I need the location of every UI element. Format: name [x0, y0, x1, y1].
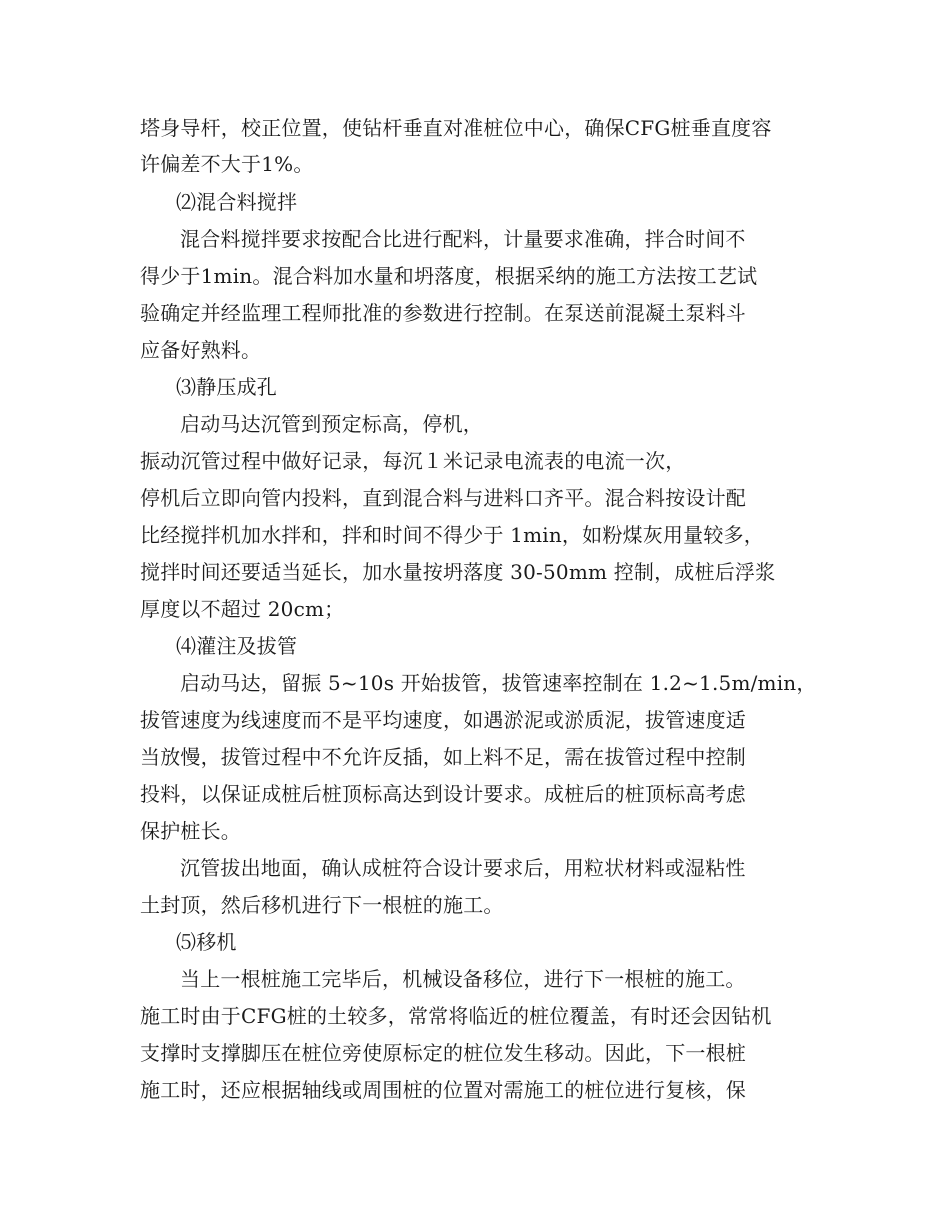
body-text-line: 振动沉管过程中做好记录，每沉１米记录电流表的电流一次，	[140, 449, 686, 473]
body-text-line: 验确定并经监理工程师批准的参数进行控制。在泵送前混凝土泵料斗	[140, 301, 746, 325]
body-text-line: 沉管拔出地面，确认成桩符合设计要求后，用粒状材料或湿粘性	[180, 856, 746, 880]
body-text-line: 搅拌时间还要适当延长，加水量按坍落度 30-50mm 控制，成桩后浮浆	[140, 560, 776, 584]
body-text-line: 混合料搅拌要求按配合比进行配料，计量要求准确，拌合时间不	[180, 227, 746, 251]
section-heading: ⑸移机	[176, 930, 237, 954]
body-text-line: 投料，以保证成桩后桩顶标高达到设计要求。成桩后的桩顶标高考虑	[140, 782, 746, 806]
body-text-line: 启动马达，留振 5~10s 开始拔管，拔管速率控制在 1.2~1.5m/min，	[180, 671, 817, 695]
body-text-line: 比经搅拌机加水拌和，拌和时间不得少于 1min，如粉煤灰用量较多，	[140, 523, 764, 547]
body-text-line: 保护桩长。	[140, 819, 241, 843]
body-text-line: 施工时，还应根据轴线或周围桩的位置对需施工的桩位进行复核，保	[140, 1078, 746, 1102]
body-text-line: 得少于1min。混合料加水量和坍落度，根据采纳的施工方法按工艺试	[140, 264, 758, 288]
body-text-line: 施工时由于CFG桩的土较多，常常将临近的桩位覆盖，有时还会因钻机	[140, 1004, 772, 1028]
section-heading: ⑷灌注及拔管	[176, 634, 298, 658]
body-text-line: 厚度以不超过 20cm；	[140, 597, 345, 621]
body-text-line: 应备好熟料。	[140, 338, 262, 362]
section-heading: ⑵混合料搅拌	[176, 190, 298, 214]
body-text-line: 停机后立即向管内投料，直到混合料与进料口齐平。混合料按设计配	[140, 486, 746, 510]
body-text-line: 许偏差不大于1%。	[140, 152, 314, 176]
body-text-line: 拔管速度为线速度而不是平均速度，如遇淤泥或淤质泥，拔管速度适	[140, 708, 746, 732]
body-text-line: 塔身导杆，校正位置，使钻杆垂直对准桩位中心，确保CFG桩垂直度容	[140, 116, 772, 140]
section-heading: ⑶静压成孔	[176, 375, 277, 399]
body-text-line: 当放慢，拔管过程中不允许反插，如上料不足，需在拔管过程中控制	[140, 745, 746, 769]
body-text-line: 支撑时支撑脚压在桩位旁使原标定的桩位发生移动。因此，下一根桩	[140, 1041, 746, 1065]
body-text-line: 启动马达沉管到预定标高，停机，	[180, 412, 483, 436]
body-text-line: 土封顶，然后移机进行下一根桩的施工。	[140, 893, 504, 917]
body-text-line: 当上一根桩施工完毕后，机械设备移位，进行下一根桩的施工。	[180, 967, 746, 991]
